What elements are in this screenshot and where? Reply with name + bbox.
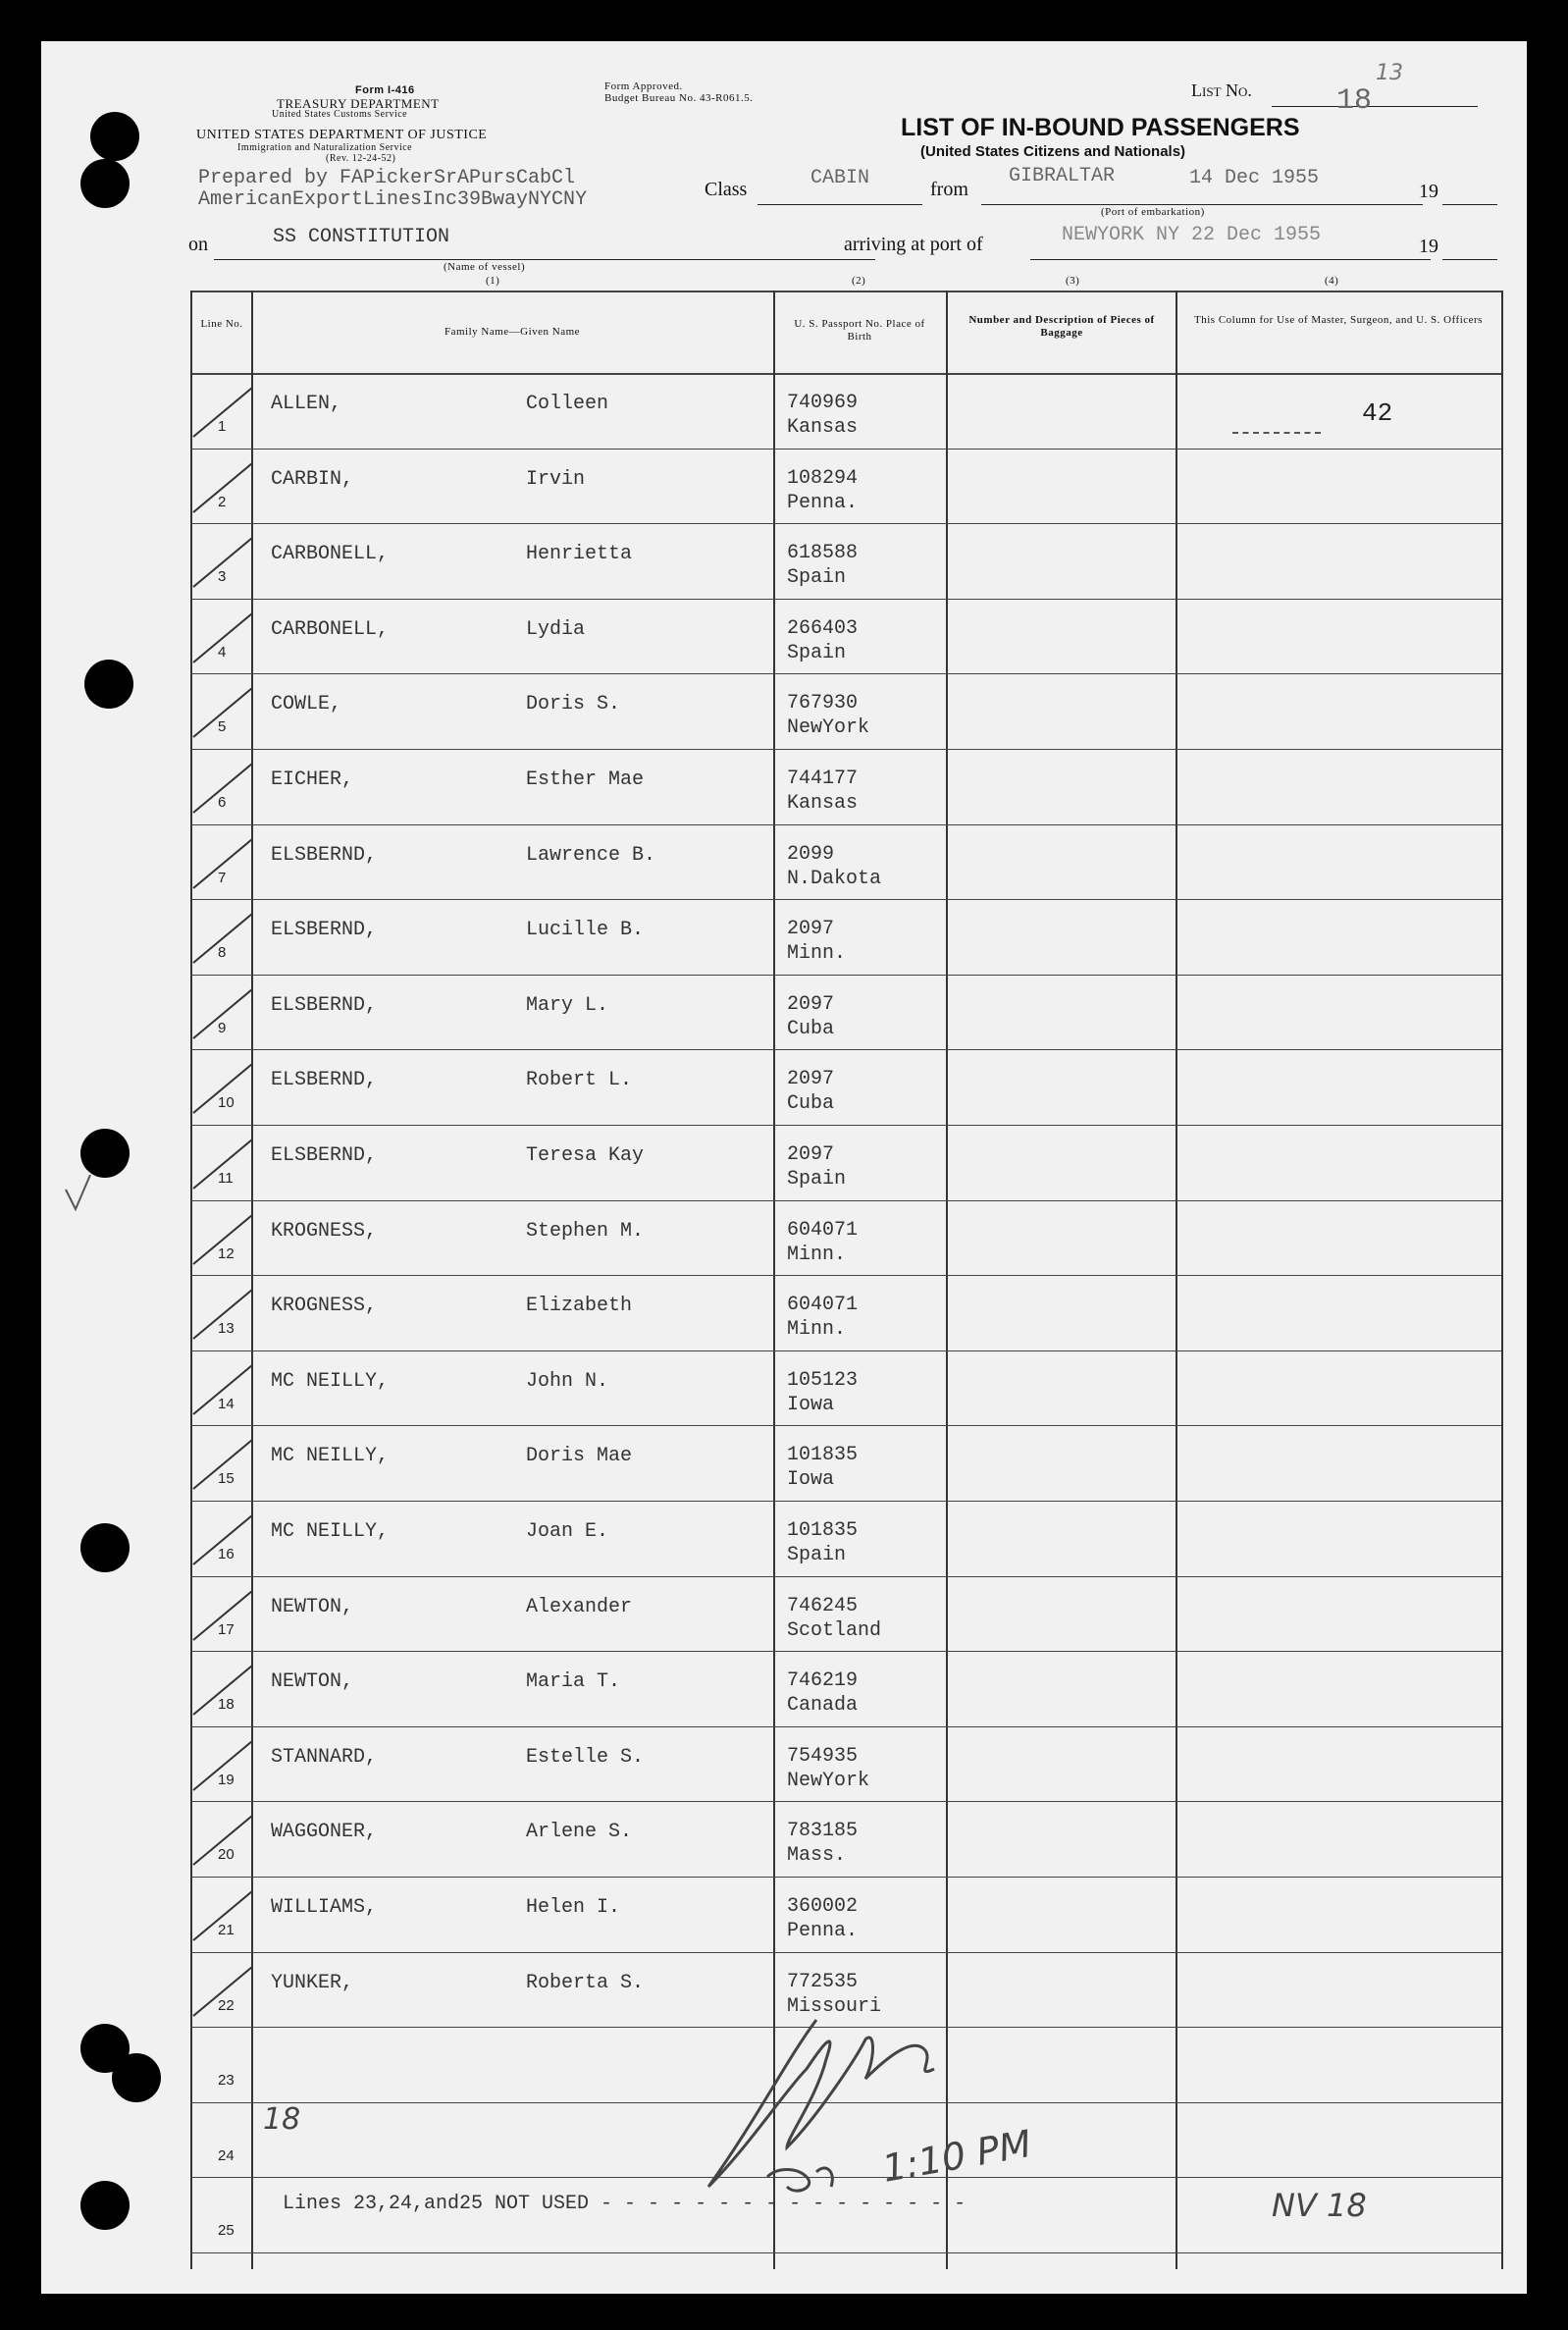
family-name: ELSBERND, [271,1069,378,1091]
family-name: WILLIAMS, [271,1896,378,1919]
line-number: 11 [218,1170,234,1187]
list-no-underline [1272,106,1478,107]
given-name: Elizabeth [526,1295,633,1317]
check-mark-icon [188,1285,257,1344]
given-name: Doris S. [526,693,621,715]
passport-number: 2097 [787,993,835,1016]
arriving-underline [1030,259,1431,260]
col-1-number: (1) [486,275,500,287]
header-baggage: Number and Description of Pieces of Baggage [968,314,1155,339]
list-no-value: 18 [1336,84,1373,118]
budget-bureau: Budget Bureau No. 43-R061.5. [604,92,754,104]
check-mark-icon [188,383,257,442]
family-name: KROGNESS, [271,1295,378,1317]
row-border [190,899,1501,900]
row-border [190,1200,1501,1201]
check-mark-icon [188,1661,257,1720]
place-of-birth: Mass. [787,1844,847,1867]
place-of-birth: Penna. [787,492,859,514]
family-name: YUNKER, [271,1972,354,1994]
place-of-birth: NewYork [787,1770,870,1792]
family-name: KROGNESS, [271,1220,378,1243]
header-officers: This Column for Use of Master, Surgeon, and U. S. Officers [1194,314,1483,326]
passport-number: 772535 [787,1971,859,1993]
from-label: from [930,179,968,200]
line-number: 25 [218,2222,235,2239]
check-mark-icon [188,1435,257,1494]
check-mark-icon [188,683,257,742]
place-of-birth: Missouri [787,1995,882,2018]
passport-number: 604071 [787,1294,859,1316]
header-bottom-border [190,373,1501,375]
name-of-vessel-caption: (Name of vessel) [444,261,526,273]
row-border [190,2252,1501,2253]
passport-number: 266403 [787,617,859,640]
given-name: Irvin [526,468,586,491]
col-divider-passport [946,291,948,2269]
check-mark-icon [188,1886,257,1945]
passport-number: 746245 [787,1595,859,1617]
check-mark-icon [188,1962,257,2021]
vessel-underline [214,259,875,260]
passport-number: 2099 [787,843,835,866]
customs-service: United States Customs Service [272,109,408,120]
family-name: MC NEILLY, [271,1445,390,1467]
given-name: Esther Mae [526,768,645,791]
row-border [190,1877,1501,1878]
place-of-birth: Spain [787,566,847,589]
form-page [41,41,1527,2294]
row-border [190,975,1501,976]
place-of-birth: Kansas [787,416,859,439]
col-divider-baggage [1176,291,1177,2269]
check-mark-icon [188,1586,257,1645]
passport-number: 783185 [787,1820,859,1842]
list-no-small: 13 [1376,61,1403,85]
row-border [190,599,1501,600]
punch-hole [80,2181,130,2230]
given-name: Helen I. [526,1896,621,1919]
passport-number: 360002 [787,1895,859,1918]
passport-number: 744177 [787,768,859,790]
place-of-birth: Minn. [787,1318,847,1341]
row-border [190,1576,1501,1577]
place-of-birth: Spain [787,1168,847,1191]
punch-hole [112,2053,161,2102]
year-prefix-1: 19 [1419,181,1438,202]
passport-number: 618588 [787,542,859,564]
from-port: GIBRALTAR [1009,165,1116,187]
table-right-border [1501,291,1503,2269]
check-mark-icon [188,1210,257,1269]
line-number: 16 [218,1546,235,1562]
passport-number: 746219 [787,1669,859,1692]
passport-number: 2097 [787,1068,835,1090]
punch-hole [84,660,133,709]
punch-hole [80,1523,130,1572]
passport-number: 754935 [787,1745,859,1768]
check-mark-icon [188,1510,257,1569]
family-name: EICHER, [271,768,354,791]
on-label: on [188,234,208,255]
row-border [190,1801,1501,1802]
family-name: ELSBERND, [271,844,378,867]
family-name: MC NEILLY, [271,1370,390,1393]
family-name: COWLE, [271,693,342,715]
given-name: Henrietta [526,543,633,565]
place-of-birth: Spain [787,642,847,664]
given-name: Lucille B. [526,919,645,941]
col-4-number: (4) [1325,275,1339,287]
line-number: 9 [218,1020,227,1036]
row-border [190,1651,1501,1652]
row-border [190,1049,1501,1050]
line-number: 13 [218,1320,235,1337]
line-number: 10 [218,1094,235,1111]
line-number: 1 [218,418,227,435]
check-mark-icon [188,1811,257,1870]
line-number: 24 [218,2147,235,2164]
place-of-birth: Penna. [787,1920,859,1942]
place-of-birth: Scotland [787,1619,882,1642]
line-number: 19 [218,1772,235,1788]
justice-dept: UNITED STATES DEPARTMENT OF JUSTICE [196,128,488,142]
col-2-number: (2) [852,275,866,287]
given-name: Arlene S. [526,1821,633,1843]
class-label: Class [705,179,748,200]
year-underline-1 [1442,204,1497,205]
family-name: WAGGONER, [271,1821,378,1843]
line-number: 8 [218,944,227,961]
year-prefix-2: 19 [1419,236,1438,257]
given-name: Alexander [526,1596,633,1618]
family-name: ELSBERND, [271,919,378,941]
ins-service: Immigration and Naturalization Service [237,142,413,153]
passport-number: 2097 [787,1143,835,1166]
place-of-birth: Iowa [787,1468,835,1491]
prepared-by-line1: Prepared by FAPickerSrAPursCabCl [198,167,576,189]
page-subtitle: (United States Citizens and Nationals) [920,143,1186,160]
row-border [190,1350,1501,1351]
row-border [190,449,1501,450]
place-of-birth: Iowa [787,1394,835,1416]
passport-number: 740969 [787,392,859,414]
check-mark-icon [188,1135,257,1193]
passport-number: 108294 [787,467,859,490]
family-name: ALLEN, [271,393,342,415]
check-mark-icon [188,759,257,818]
line-number: 23 [218,2072,235,2089]
signature-stamp [669,2000,1101,2206]
row-border [190,1952,1501,1953]
treasury-dept: TREASURY DEPARTMENT [277,96,440,111]
check-mark-icon [188,1360,257,1419]
row-border [190,824,1501,825]
line-number: 17 [218,1621,235,1638]
line-number: 20 [218,1846,235,1863]
col-3-number: (3) [1066,275,1080,287]
check-mark-icon [188,984,257,1043]
vessel-name: SS CONSTITUTION [273,226,450,248]
row-border [190,1275,1501,1276]
line-number: 15 [218,1470,235,1487]
col-divider-name [773,291,775,2269]
row-border [190,1726,1501,1727]
check-mark-icon [188,834,257,893]
year-underline-2 [1442,259,1497,260]
family-name: CARBONELL, [271,543,390,565]
family-name: NEWTON, [271,1596,354,1618]
line-number: 21 [218,1922,235,1938]
family-name: STANNARD, [271,1746,378,1769]
header-passport: U. S. Passport No. Place of Birth [794,318,925,343]
header-name: Family Name—Given Name [444,326,581,338]
form-approved: Form Approved. [604,80,683,92]
place-of-birth: Cuba [787,1018,835,1040]
family-name: ELSBERND, [271,994,378,1017]
family-name: MC NEILLY, [271,1520,390,1543]
given-name: Stephen M. [526,1220,645,1243]
check-mark-icon [188,533,257,592]
arriving-label: arriving at port of [844,234,983,255]
line-number: 22 [218,1997,235,2014]
given-name: Doris Mae [526,1445,633,1467]
check-mark-icon [188,909,257,968]
place-of-birth: Cuba [787,1092,835,1115]
row-border [190,1501,1501,1502]
passport-number: 604071 [787,1219,859,1242]
place-of-birth: Minn. [787,1244,847,1266]
stamp-time: 1:10 PM [878,2121,1035,2191]
given-name: Teresa Kay [526,1144,645,1167]
place-of-birth: NewYork [787,716,870,739]
family-name: CARBONELL, [271,618,390,641]
from-underline [981,204,1423,205]
handwritten-18: 18 [263,2102,301,2137]
corner-mark: NV 18 [1272,2187,1367,2224]
officer-scribble [1232,432,1321,434]
header-line-no: Line No. [200,318,243,330]
line-number: 6 [218,794,227,811]
passport-number: 105123 [787,1369,859,1392]
list-no-label: List No. [1191,80,1252,100]
given-name: Lawrence B. [526,844,656,867]
passport-number: 101835 [787,1444,859,1466]
page-title: LIST OF IN-BOUND PASSENGERS [901,114,1300,141]
given-name: Estelle S. [526,1746,645,1769]
revision-date: (Rev. 12-24-52) [326,153,396,164]
form-number: Form I-416 [355,84,415,96]
line-number: 12 [218,1245,235,1262]
line-number: 14 [218,1396,235,1412]
passport-number: 101835 [787,1519,859,1542]
row-border [190,523,1501,524]
place-of-birth: Spain [787,1544,847,1566]
given-name: Lydia [526,618,586,641]
row-border [190,749,1501,750]
family-name: ELSBERND, [271,1144,378,1167]
check-mark-icon [188,609,257,667]
officer-count: 42 [1362,398,1393,428]
prepared-by-line2: AmericanExportLinesInc39BwayNYCNY [198,188,588,211]
check-mark-icon [61,1170,100,1219]
place-of-birth: Canada [787,1694,859,1717]
class-underline [758,204,922,205]
from-date: 14 Dec 1955 [1189,167,1320,189]
given-name: John N. [526,1370,609,1393]
check-mark-icon [188,1736,257,1795]
given-name: Colleen [526,393,609,415]
line-number: 3 [218,568,227,585]
passport-number: 2097 [787,918,835,940]
family-name: NEWTON, [271,1670,354,1693]
given-name: Roberta S. [526,1972,645,1994]
port-of-embarkation-caption: (Port of embarkation) [1101,206,1205,218]
line-number: 7 [218,870,227,886]
punch-hole [80,159,130,208]
lines-not-used-note: Lines 23,24,and25 NOT USED - - - - - - - - - - - - - - - - [283,2193,967,2215]
passport-number: 767930 [787,692,859,715]
class-value: CABIN [810,167,870,189]
family-name: CARBIN, [271,468,354,491]
place-of-birth: Kansas [787,792,859,815]
given-name: Robert L. [526,1069,633,1091]
row-border [190,673,1501,674]
line-number: 4 [218,644,227,661]
table-top-border [190,291,1501,292]
place-of-birth: N.Dakota [787,868,882,890]
check-mark-icon [188,458,257,517]
line-number: 2 [218,494,227,510]
given-name: Joan E. [526,1520,609,1543]
row-border [190,1425,1501,1426]
arrival-port-date: NEWYORK NY 22 Dec 1955 [1062,224,1322,246]
line-number: 18 [218,1696,235,1713]
row-border [190,1125,1501,1126]
line-number: 5 [218,718,227,735]
given-name: Mary L. [526,994,609,1017]
place-of-birth: Minn. [787,942,847,965]
given-name: Maria T. [526,1670,621,1693]
punch-hole [90,112,139,161]
check-mark-icon [188,1059,257,1118]
